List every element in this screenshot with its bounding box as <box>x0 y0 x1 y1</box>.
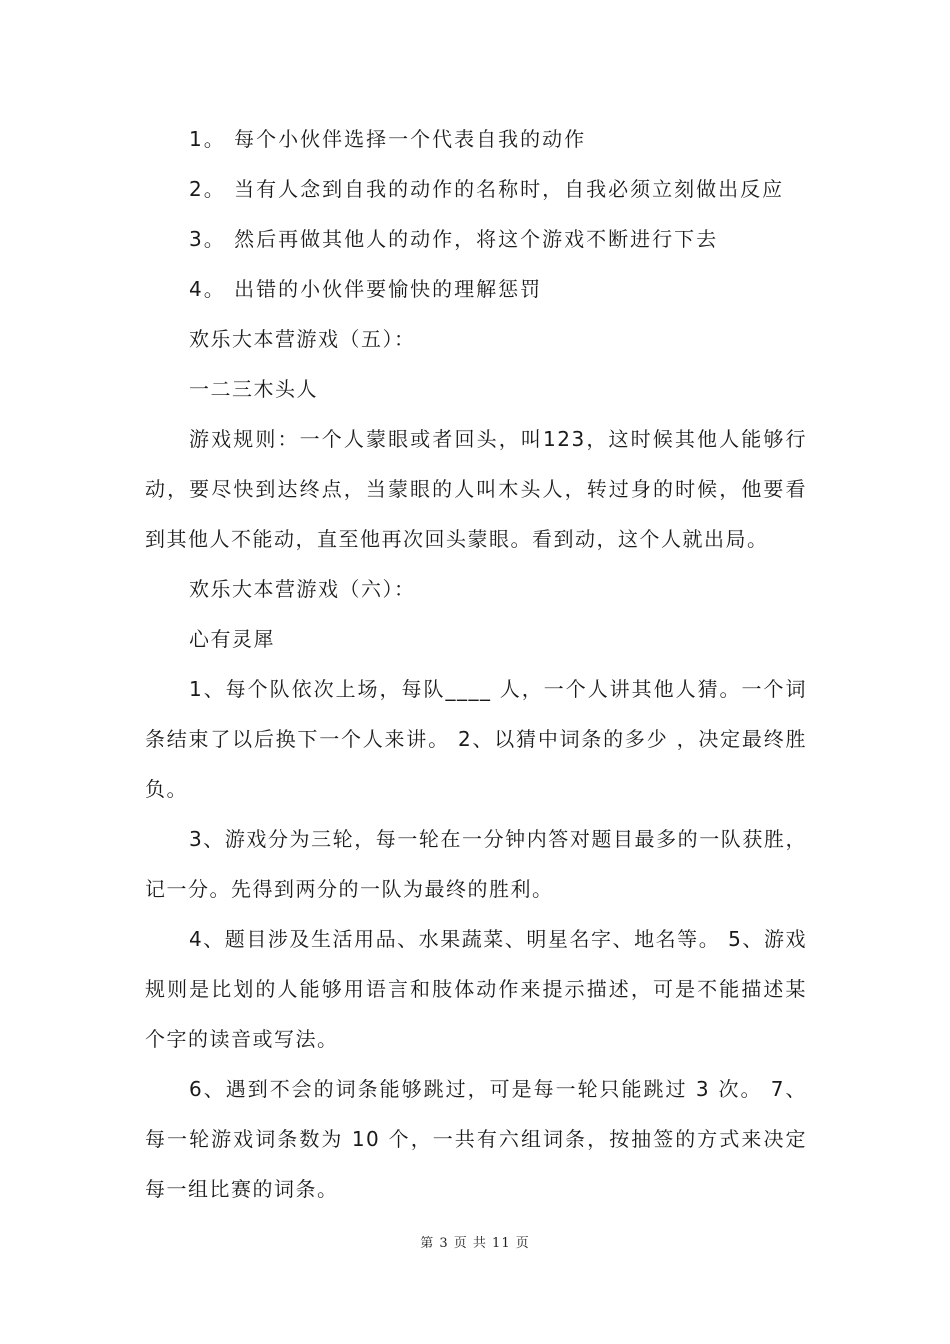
game-title-wooden-man: 一二三木头人 <box>189 377 318 401</box>
rule-paragraph-1-2: 1、每个队依次上场，每队____ 人，一个人讲其他人猜。一个词条结束了以后换下一个人来讲。 2、以猜中词条的多少 ，决定最终胜负。 <box>145 677 807 801</box>
document-body <box>145 114 807 1214</box>
game-title-telepathy: 心有灵犀 <box>189 627 275 651</box>
page-footer: 第 3 页 共 11 页 <box>420 1236 530 1251</box>
section-heading-game-5: 欢乐大本营游戏（五）： <box>189 327 416 351</box>
list-item-3: 3。 然后再做其他人的动作，将这个游戏不断进行下去 <box>189 227 719 251</box>
rule-paragraph-3: 3、游戏分为三轮，每一轮在一分钟内答对题目最多的一队获胜，记一分。先得到两分的一队为最终的胜利。 <box>145 827 807 901</box>
game-rules-paragraph: 游戏规则：一个人蒙眼或者回头，叫123，这时候其他人能够行动，要尽快到达终点，当蒙眼的人叫木头人，转过身的时候，他要看到其他人不能动，直至他再次回头蒙眼。看到动，这个人就出局。 <box>145 427 807 551</box>
list-item-1: 1。 每个小伙伴选择一个代表自我的动作 <box>189 127 587 151</box>
list-item-2: 2。 当有人念到自我的动作的名称时，自我必须立刻做出反应 <box>189 177 785 201</box>
list-item-4: 4。 出错的小伙伴要愉快的理解惩罚 <box>189 277 543 301</box>
rule-paragraph-4-5: 4、题目涉及生活用品、水果蔬菜、明星名字、地名等。 5、游戏规则是比划的人能够用语言和肢体动作来提示描述，可是不能描述某个字的读音或写法。 <box>145 927 807 1051</box>
section-heading-game-6: 欢乐大本营游戏（六）： <box>189 577 416 601</box>
rule-paragraph-6-7: 6、遇到不会的词条能够跳过，可是每一轮只能跳过 3 次。 7、每一轮游戏词条数为 10 个，一共有六组词条，按抽签的方式来决定每一组比赛的词条。 <box>145 1077 807 1201</box>
